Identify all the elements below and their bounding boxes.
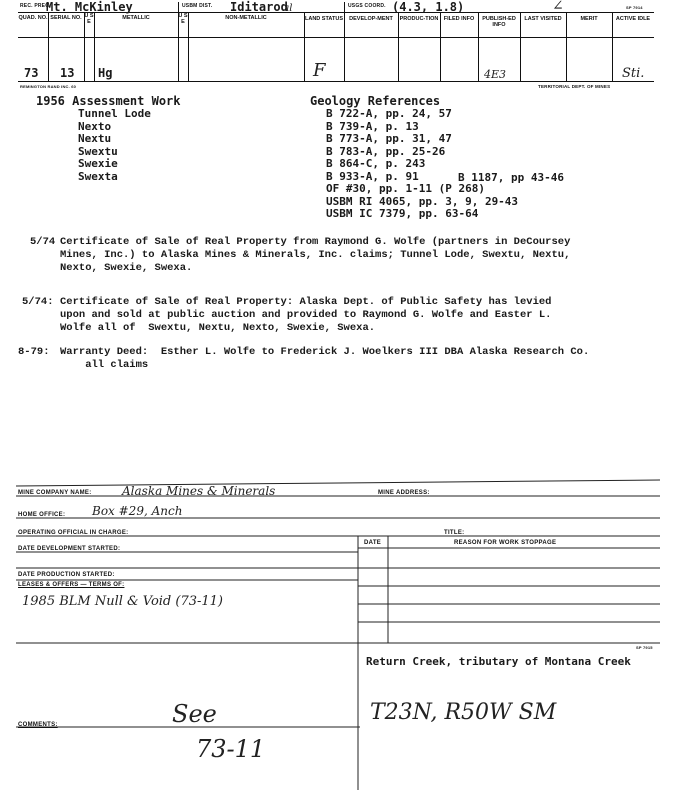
date-development-label: DATE DEVELOPMENT STARTED: [18,546,121,552]
rec-prec-value: Mt. McKinley [46,0,133,14]
assessment-work-title: 1956 Assessment Work [36,94,181,108]
claim-item: Swexta [78,169,118,183]
mine-company-value: Alaska Mines & Minerals [122,484,276,498]
home-office-label: HOME OFFICE: [18,512,66,518]
geology-ref: B 739-A, p. 13 [326,119,419,133]
corner-mark: ∠ [552,0,564,14]
usbm-dist-value: Iditarod [230,0,288,14]
stoppage-reason-label: REASON FOR WORK STOPPAGE [454,540,557,546]
active-idle-header: ACTIVE IDLE [615,16,651,22]
last-visited-header: LAST VISITED [524,16,562,22]
usbm-dist-label: USBM DIST. [182,3,213,9]
published-value: 4E3 [484,68,507,81]
entry-text: Certificate of Sale of Real Property: Alaska Dept. of Public Safety has levied upon and sold at public auction and provided to Raymond G. Wolfe and Easter L. Wolfe all of Swextu, Nextu, Nexto, Swexie, Swexa. [60,296,552,334]
geology-ref: B 722-A, pp. 24, 57 [326,107,452,120]
land-status-value: F [313,60,326,81]
entry-text: Certificate of Sale of Real Property from Raymond G. Wolfe (partners in DeCoursey Mines, Inc.) to Alaska Mines & Minerals, Inc. claims; Tunnel Lode, Swextu, Nextu, Nexto, Swexie, Swexa. [60,236,571,274]
comments-value-number: 73-11 [196,735,266,763]
mine-address-label: MINE ADDRESS: [378,490,430,496]
township-range: T23N, R50W SM [370,700,557,725]
comments-label: COMMENTS: [18,722,58,728]
mine-company-label: MINE COMPANY NAME: [18,490,92,496]
geology-ref: USBM RI 4065, pp. 3, 9, 29-43 [326,194,519,208]
usgs-coord-label: USGS COORD. [348,3,386,9]
quad-no-header: QUAD. NO. [18,15,48,21]
geology-ref: B 783-A, pp. 25-26 [326,144,446,158]
metallic-value: Hg [98,66,113,80]
non-metallic-header: NON-METALLIC [225,15,267,21]
use-header-1: U S E [84,13,94,25]
stoppage-date-label: DATE [364,540,382,546]
geology-ref: B 864-C, p. 243 [326,157,426,170]
title-label: TITLE: [444,530,465,536]
claim-item: Swexie [78,157,118,170]
serial-no-header: SERIAL NO. [50,15,82,21]
geology-ref: B 773-A, pp. 31, 47 [326,132,452,145]
land-status-header: LAND STATUS [305,16,343,22]
geology-ref: USBM IC 7379, pp. 63-64 [326,207,479,220]
home-office-value: Box #29, Anch [92,504,183,518]
leases-label: LEASES & OFFERS — TERMS OF: [18,582,125,588]
entry-date: 8-79: [18,346,50,358]
published-info-header: PUBLISH-ED INFO [482,16,516,28]
merit-header: MERIT [580,16,598,22]
metallic-header: METALLIC [122,15,150,21]
claim-item: Nextu [78,132,112,145]
form-number-small: SP 7915 [636,645,653,650]
date-production-label: DATE PRODUCTION STARTED: [18,572,115,578]
territorial-dept: TERRITORIAL DEPT. OF MINES [538,84,611,89]
geology-extra-ref: B 1187, pp 43-46 [458,171,564,184]
claim-item: Nexto [78,119,112,133]
active-value: Sti. [622,66,645,81]
location-text: Return Creek, tributary of Montana Creek [366,655,631,668]
production-header: PRODUC-TION [399,16,439,22]
entry-date: 5/74 [30,236,56,248]
geology-ref: OF #30, pp. 1-11 (P 268) [326,182,485,195]
serial-value: 13 [60,66,75,80]
filed-info-header: FILED INFO [443,16,475,22]
use-header-2: U S E [178,13,188,25]
dist-mark: ıl [286,3,293,14]
entry-text: Warranty Deed: Esther L. Wolfe to Frederick J. Woelkers III DBA Alaska Research Co. all claims [60,346,590,371]
form-number: SP 7914 [626,5,643,10]
operating-official-label: OPERATING OFFICIAL IN CHARGE: [18,530,129,536]
rec-prec-label: REC. PREC. [20,3,51,9]
usgs-coord-value: (4.3, 1.8) [392,0,465,14]
printer-line: REMINGTON RAND INC. 60 [20,84,77,89]
quad-value: 73 [24,66,39,80]
geology-title: Geology References [310,94,441,108]
comments-value-see: See [172,700,217,728]
claim-item: Swextu [78,144,118,158]
leases-value: 1985 BLM Null & Void (73-11) [22,594,223,609]
geology-ref: B 933-A, p. 91 [326,169,419,183]
development-header: DEVELOP-MENT [349,16,393,22]
entry-date: 5/74: [22,296,54,308]
claim-item: Tunnel Lode [78,107,151,120]
